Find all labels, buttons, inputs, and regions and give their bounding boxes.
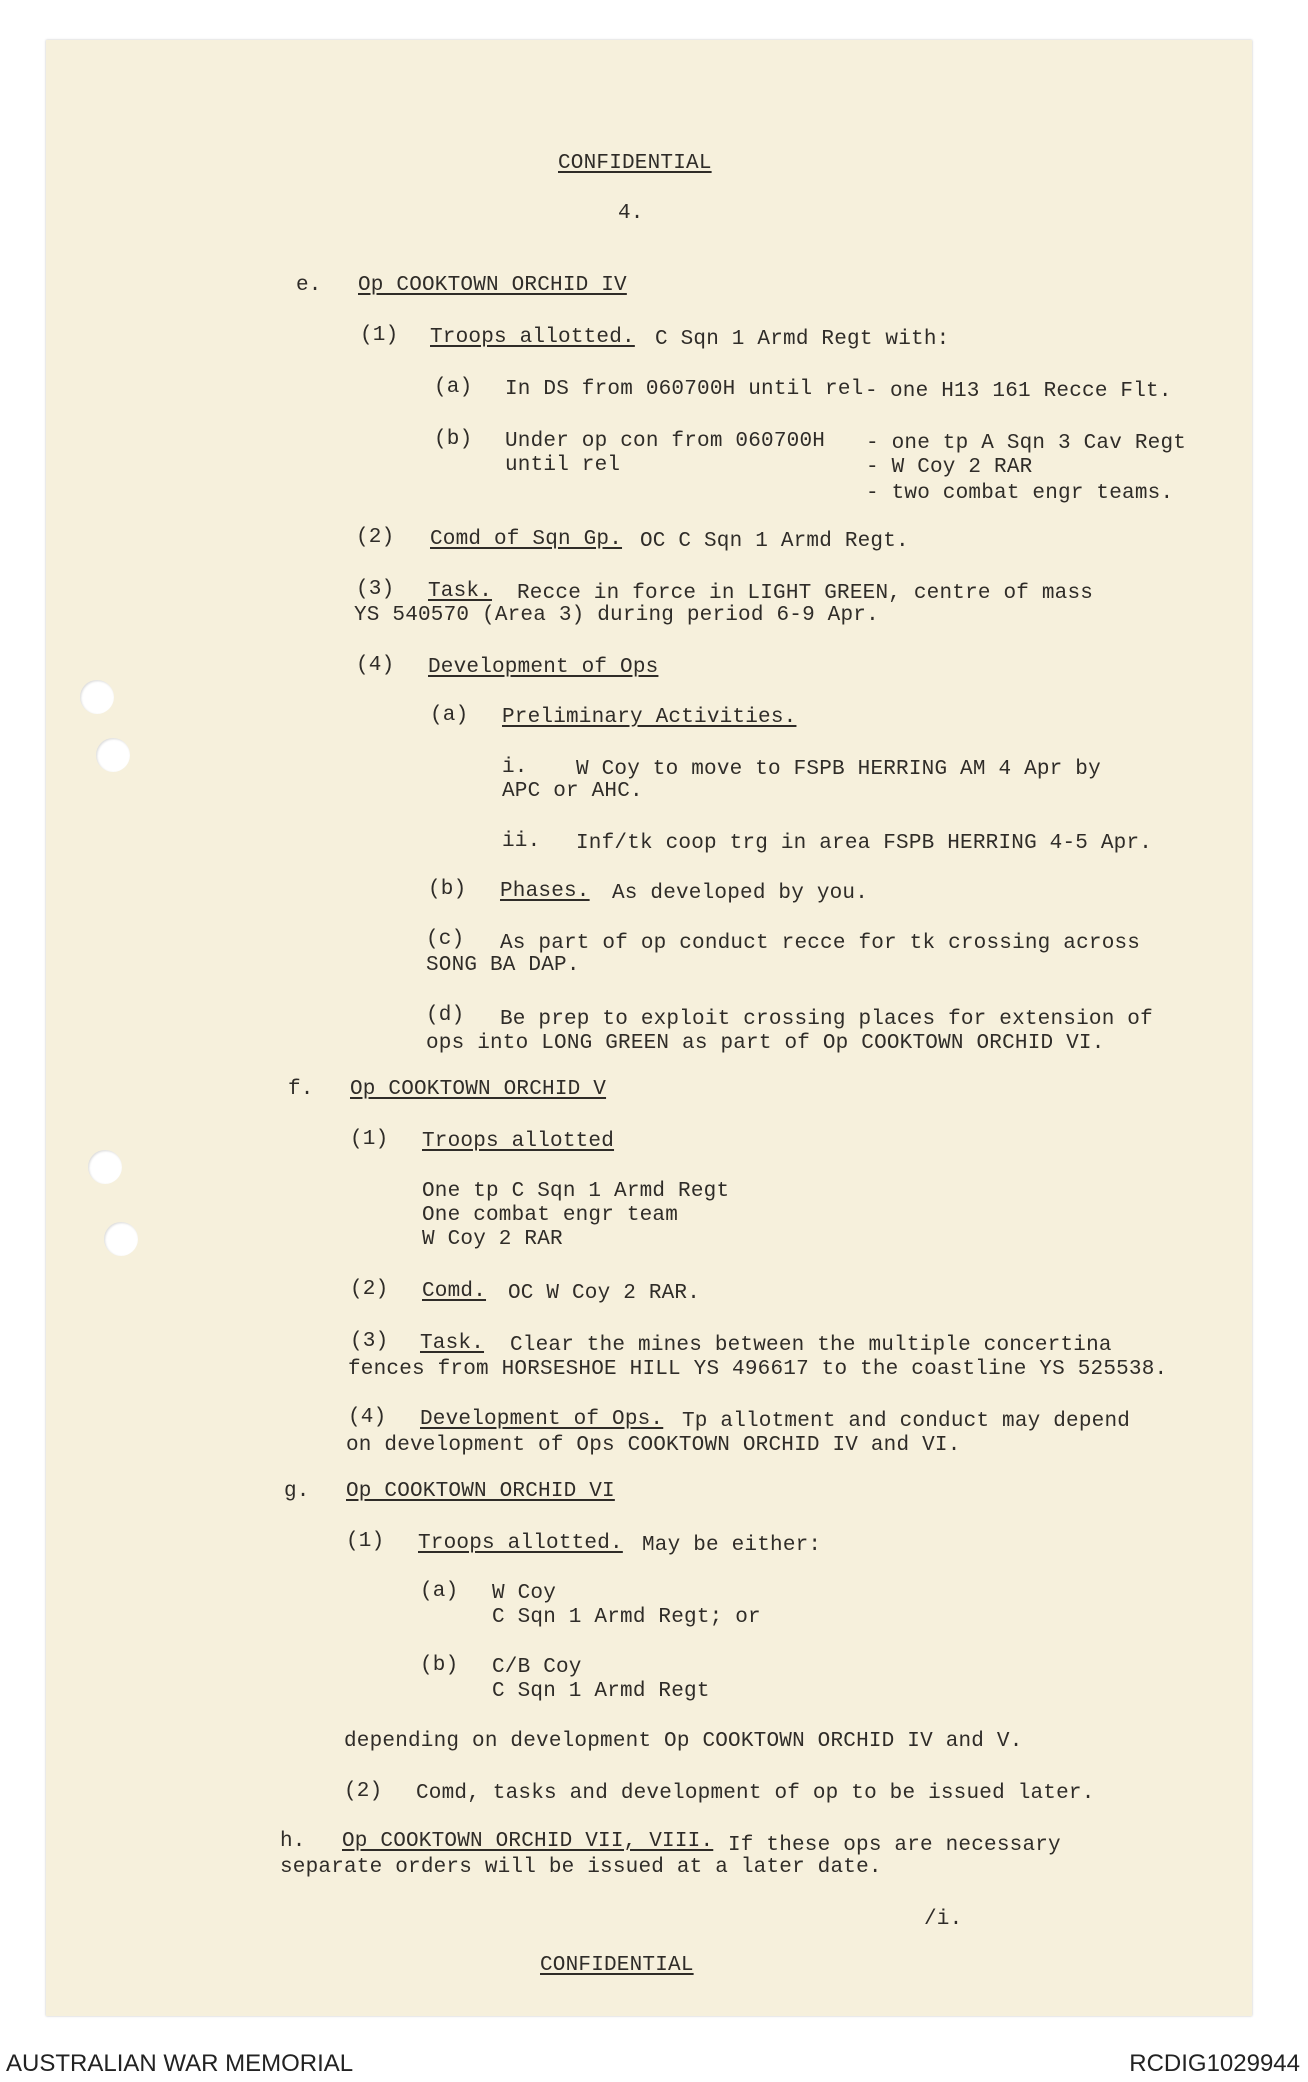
punch-hole [88, 1150, 122, 1184]
e-2-text: OC C Sqn 1 Armd Regt. [640, 530, 909, 553]
g-1a-line1: W Coy [492, 1582, 557, 1605]
e-4d-num: (d) [426, 1004, 465, 1027]
archive-id: RCDIG1029944 [1129, 2050, 1300, 2077]
e-3-line2: YS 540570 (Area 3) during period 6-9 Apr. [354, 604, 879, 627]
f-1-num: (1) [350, 1128, 389, 1151]
punch-hole [104, 1222, 138, 1256]
e-1b-num: (b) [434, 428, 473, 451]
e-3-heading: Task. [428, 580, 493, 603]
h-line2: separate orders will be issued at a later date. [280, 1856, 882, 1879]
e-4d-line1: Be prep to exploit crossing places for extension of [500, 1008, 1153, 1031]
f-3-heading: Task. [420, 1332, 485, 1355]
para-h-title: Op COOKTOWN ORCHID VII, VIII. [342, 1830, 714, 1853]
punch-hole [96, 738, 130, 772]
para-letter-e: e. [296, 274, 322, 297]
e-4-num: (4) [356, 654, 395, 677]
g-1a-line2: C Sqn 1 Armd Regt; or [492, 1606, 761, 1629]
e-4a-i-num: i. [502, 756, 528, 779]
para-letter-g: g. [284, 1480, 310, 1503]
f-2-num: (2) [350, 1278, 389, 1301]
f-2-heading: Comd. [422, 1280, 487, 1303]
para-letter-h: h. [280, 1830, 306, 1853]
e-1-text: C Sqn 1 Armd Regt with: [655, 328, 950, 351]
e-4a-i-line2: APC or AHC. [502, 780, 643, 803]
e-4a-ii-num: ii. [502, 830, 541, 853]
e-4b-heading: Phases. [500, 880, 590, 903]
e-3-num: (3) [356, 578, 395, 601]
e-1-heading: Troops allotted. [430, 326, 635, 349]
f-1-line: W Coy 2 RAR [422, 1228, 563, 1251]
e-1b-item: - one tp A Sqn 3 Cav Regt [866, 432, 1187, 455]
f-1-line: One combat engr team [422, 1204, 679, 1227]
g-1-depending: depending on development Op COOKTOWN ORCHID IV and V. [344, 1730, 1023, 1753]
g-1-num: (1) [346, 1530, 385, 1553]
punch-hole [80, 680, 114, 714]
g-1b-num: (b) [420, 1654, 459, 1677]
page-number: 4. [618, 202, 644, 225]
para-e-title: Op COOKTOWN ORCHID IV [358, 274, 627, 297]
e-4a-i-line1: W Coy to move to FSPB HERRING AM 4 Apr by [576, 758, 1101, 781]
e-1b-item: - two combat engr teams. [866, 482, 1174, 505]
e-1a-num: (a) [434, 376, 473, 399]
f-2-text: OC W Coy 2 RAR. [508, 1282, 701, 1305]
e-2-num: (2) [356, 526, 395, 549]
f-4-line2: on development of Ops COOKTOWN ORCHID IV and VI. [346, 1434, 961, 1457]
e-1b-line1: Under op con from 060700H [505, 430, 826, 453]
g-1b-line2: C Sqn 1 Armd Regt [492, 1680, 710, 1703]
e-4b-num: (b) [428, 878, 467, 901]
catchword: /i. [924, 1908, 963, 1931]
f-1-line: One tp C Sqn 1 Armd Regt [422, 1180, 730, 1203]
para-f-title: Op COOKTOWN ORCHID V [350, 1078, 607, 1101]
e-2-heading: Comd of Sqn Gp. [430, 528, 623, 551]
f-1-heading: Troops allotted [422, 1130, 615, 1153]
classification-footer: CONFIDENTIAL [540, 1954, 694, 1977]
e-4c-num: (c) [426, 928, 465, 951]
e-4-heading: Development of Ops [428, 656, 659, 679]
e-3-line1: Recce in force in LIGHT GREEN, centre of mass [517, 582, 1094, 605]
archive-credit: AUSTRALIAN WAR MEMORIAL [6, 2050, 354, 2077]
f-4-line1: Tp allotment and conduct may depend [682, 1410, 1131, 1433]
e-4c-line1: As part of op conduct recce for tk crossing across [500, 932, 1141, 955]
e-1a-dash: - [865, 380, 878, 403]
f-3-num: (3) [350, 1330, 389, 1353]
g-1b-line1: C/B Coy [492, 1656, 582, 1679]
e-4d-line2: ops into LONG GREEN as part of Op COOKTOWN ORCHID VI. [426, 1032, 1105, 1055]
e-1b-line2: until rel [505, 454, 621, 477]
g-2-num: (2) [344, 1780, 383, 1803]
f-4-heading: Development of Ops. [420, 1408, 664, 1431]
e-4b-text: As developed by you. [612, 882, 869, 905]
e-1a-right: one H13 161 Recce Flt. [890, 380, 1172, 403]
e-4c-line2: SONG BA DAP. [426, 954, 580, 977]
e-4a-heading: Preliminary Activities. [502, 706, 797, 729]
g-2-text: Comd, tasks and development of op to be issued later. [416, 1782, 1095, 1805]
f-3-line1: Clear the mines between the multiple concertina [510, 1334, 1112, 1357]
e-1a-text: In DS from 060700H until rel [505, 378, 864, 401]
g-1-text: May be either: [642, 1534, 822, 1557]
classification-header: CONFIDENTIAL [558, 152, 712, 175]
g-1-heading: Troops allotted. [418, 1532, 623, 1555]
para-g-title: Op COOKTOWN ORCHID VI [346, 1480, 615, 1503]
e-1b-item: - W Coy 2 RAR [866, 456, 1033, 479]
e-4a-num: (a) [430, 704, 469, 727]
e-1-num: (1) [360, 324, 399, 347]
f-3-line2: fences from HORSESHOE HILL YS 496617 to the coastline YS 525538. [348, 1358, 1168, 1381]
e-4a-ii-text: Inf/tk coop trg in area FSPB HERRING 4-5 Apr. [576, 832, 1153, 855]
h-line1: If these ops are necessary [728, 1834, 1061, 1857]
g-1a-num: (a) [420, 1580, 459, 1603]
f-4-num: (4) [348, 1406, 387, 1429]
para-letter-f: f. [288, 1078, 314, 1101]
